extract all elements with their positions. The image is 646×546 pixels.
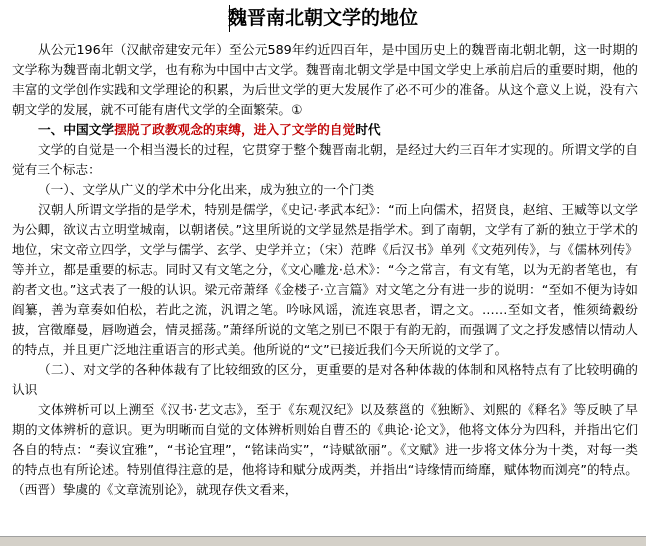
section-heading-1[interactable] [12, 120, 638, 140]
subsection-heading-2[interactable]: （二）、对文学的各种体裁有了比较细致的区分，更重要的是对各种体裁的体制和风格特点有了比较明确的认识 [12, 362, 638, 397]
heading-text-end: 时代 [355, 122, 381, 137]
subsection-heading-1[interactable]: （一）、文学从广义的学术中分化出来，成为独立的一个门类 [38, 182, 375, 197]
paragraph-han-literature[interactable]: 汉朝人所谓文学指的是学术，特别是儒学，《史记·孝武本纪》：“而上向儒术，招贤良，赵绾、王臧等以文学为公卿，欲议古立明堂城南，以朝诸侯。”这里所说的文学显然是指学术。到了南朝，文学有了新的独立于学术的地位，宋文帝立四学，文学与儒学、玄学、史学并立；（宋）范晔《后汉书》单列《文苑列传》，与《儒林列传》等并立，都是重要的标志。同时又有文笔之分，《文心雕龙·总术》：“今之常言，有文有笔，以为无韵者笔也，有韵者文也。”这式表了一般的认识。梁元帝萧绎《金楼子·立言篇》对文笔之分有进一步的说明：“至如不便为诗如阎纂，善为章奏如伯松，若此之流，汎谓之笔。吟咏风谣，流连哀思者，谓之文。……至如文者，惟须绮縠纷披，宫徵靡曼，唇吻遒会，情灵摇荡。”萧绎所说的文笔之别已不限于有韵无韵，而强调了文之抒发感情以情动人的特点，并且更广泛地注重语言的形式美。他所说的“文”已接近我们今天所说的文学了。 [12, 202, 638, 357]
paragraph-self-awareness[interactable]: 文学的自觉是一个相当漫长的过程，它贯穿于整个魏晋南北朝，是经过大约三百年才实现的。所谓文学的自觉有三个标志： [12, 142, 638, 177]
page-title[interactable]: 魏晋南北朝文学的地位 [228, 7, 419, 29]
title-row [12, 0, 638, 40]
status-bar [0, 536, 646, 546]
heading-highlight: 摆脱了政教观念的束缚，进入了文学的自觉 [114, 122, 356, 137]
heading-text-start: 一、中国文学 [38, 122, 115, 137]
paragraph-genre-analysis[interactable]: 文体辨析可以上溯至《汉书·艺文志》，至于《东观汉纪》以及蔡邕的《独断》、刘熙的《释名》等反映了早期的文体辨析的意识。更为明晰而自觉的文体辨析则始自曹丕的《典论·论文》，他将文体分为四科，并指出它们各自的特点：“奏议宜雅”，“书论宜理”，“铭诔尚实”，“诗赋欲丽”。《文赋》进一步将文体分为十类，对每一类的特点也有所论述。特别值得注意的是，他将诗和赋分成两类，并指出“诗缘情而绮靡，赋体物而浏亮”的特点。（西晋）挚虞的《文章流别论》，就现存佚文看来， [12, 402, 638, 497]
paragraph-intro[interactable]: 从公元196年（汉献帝建安元年）至公元589年约近四百年，是中国历史上的魏晋南北朝北朝，这一时期的文学称为魏晋南北朝文学，也有称为中国中古文学。魏晋南北朝文学是中国文学史上承前启后的重要时期，他的丰富的文学创作实践和文学理论的积累，为后世文学的更大发展作了必不可少的准备。从这个意义上说，没有六朝文学的发展，就不可能有唐代文学的全面繁荣。① [12, 42, 638, 117]
